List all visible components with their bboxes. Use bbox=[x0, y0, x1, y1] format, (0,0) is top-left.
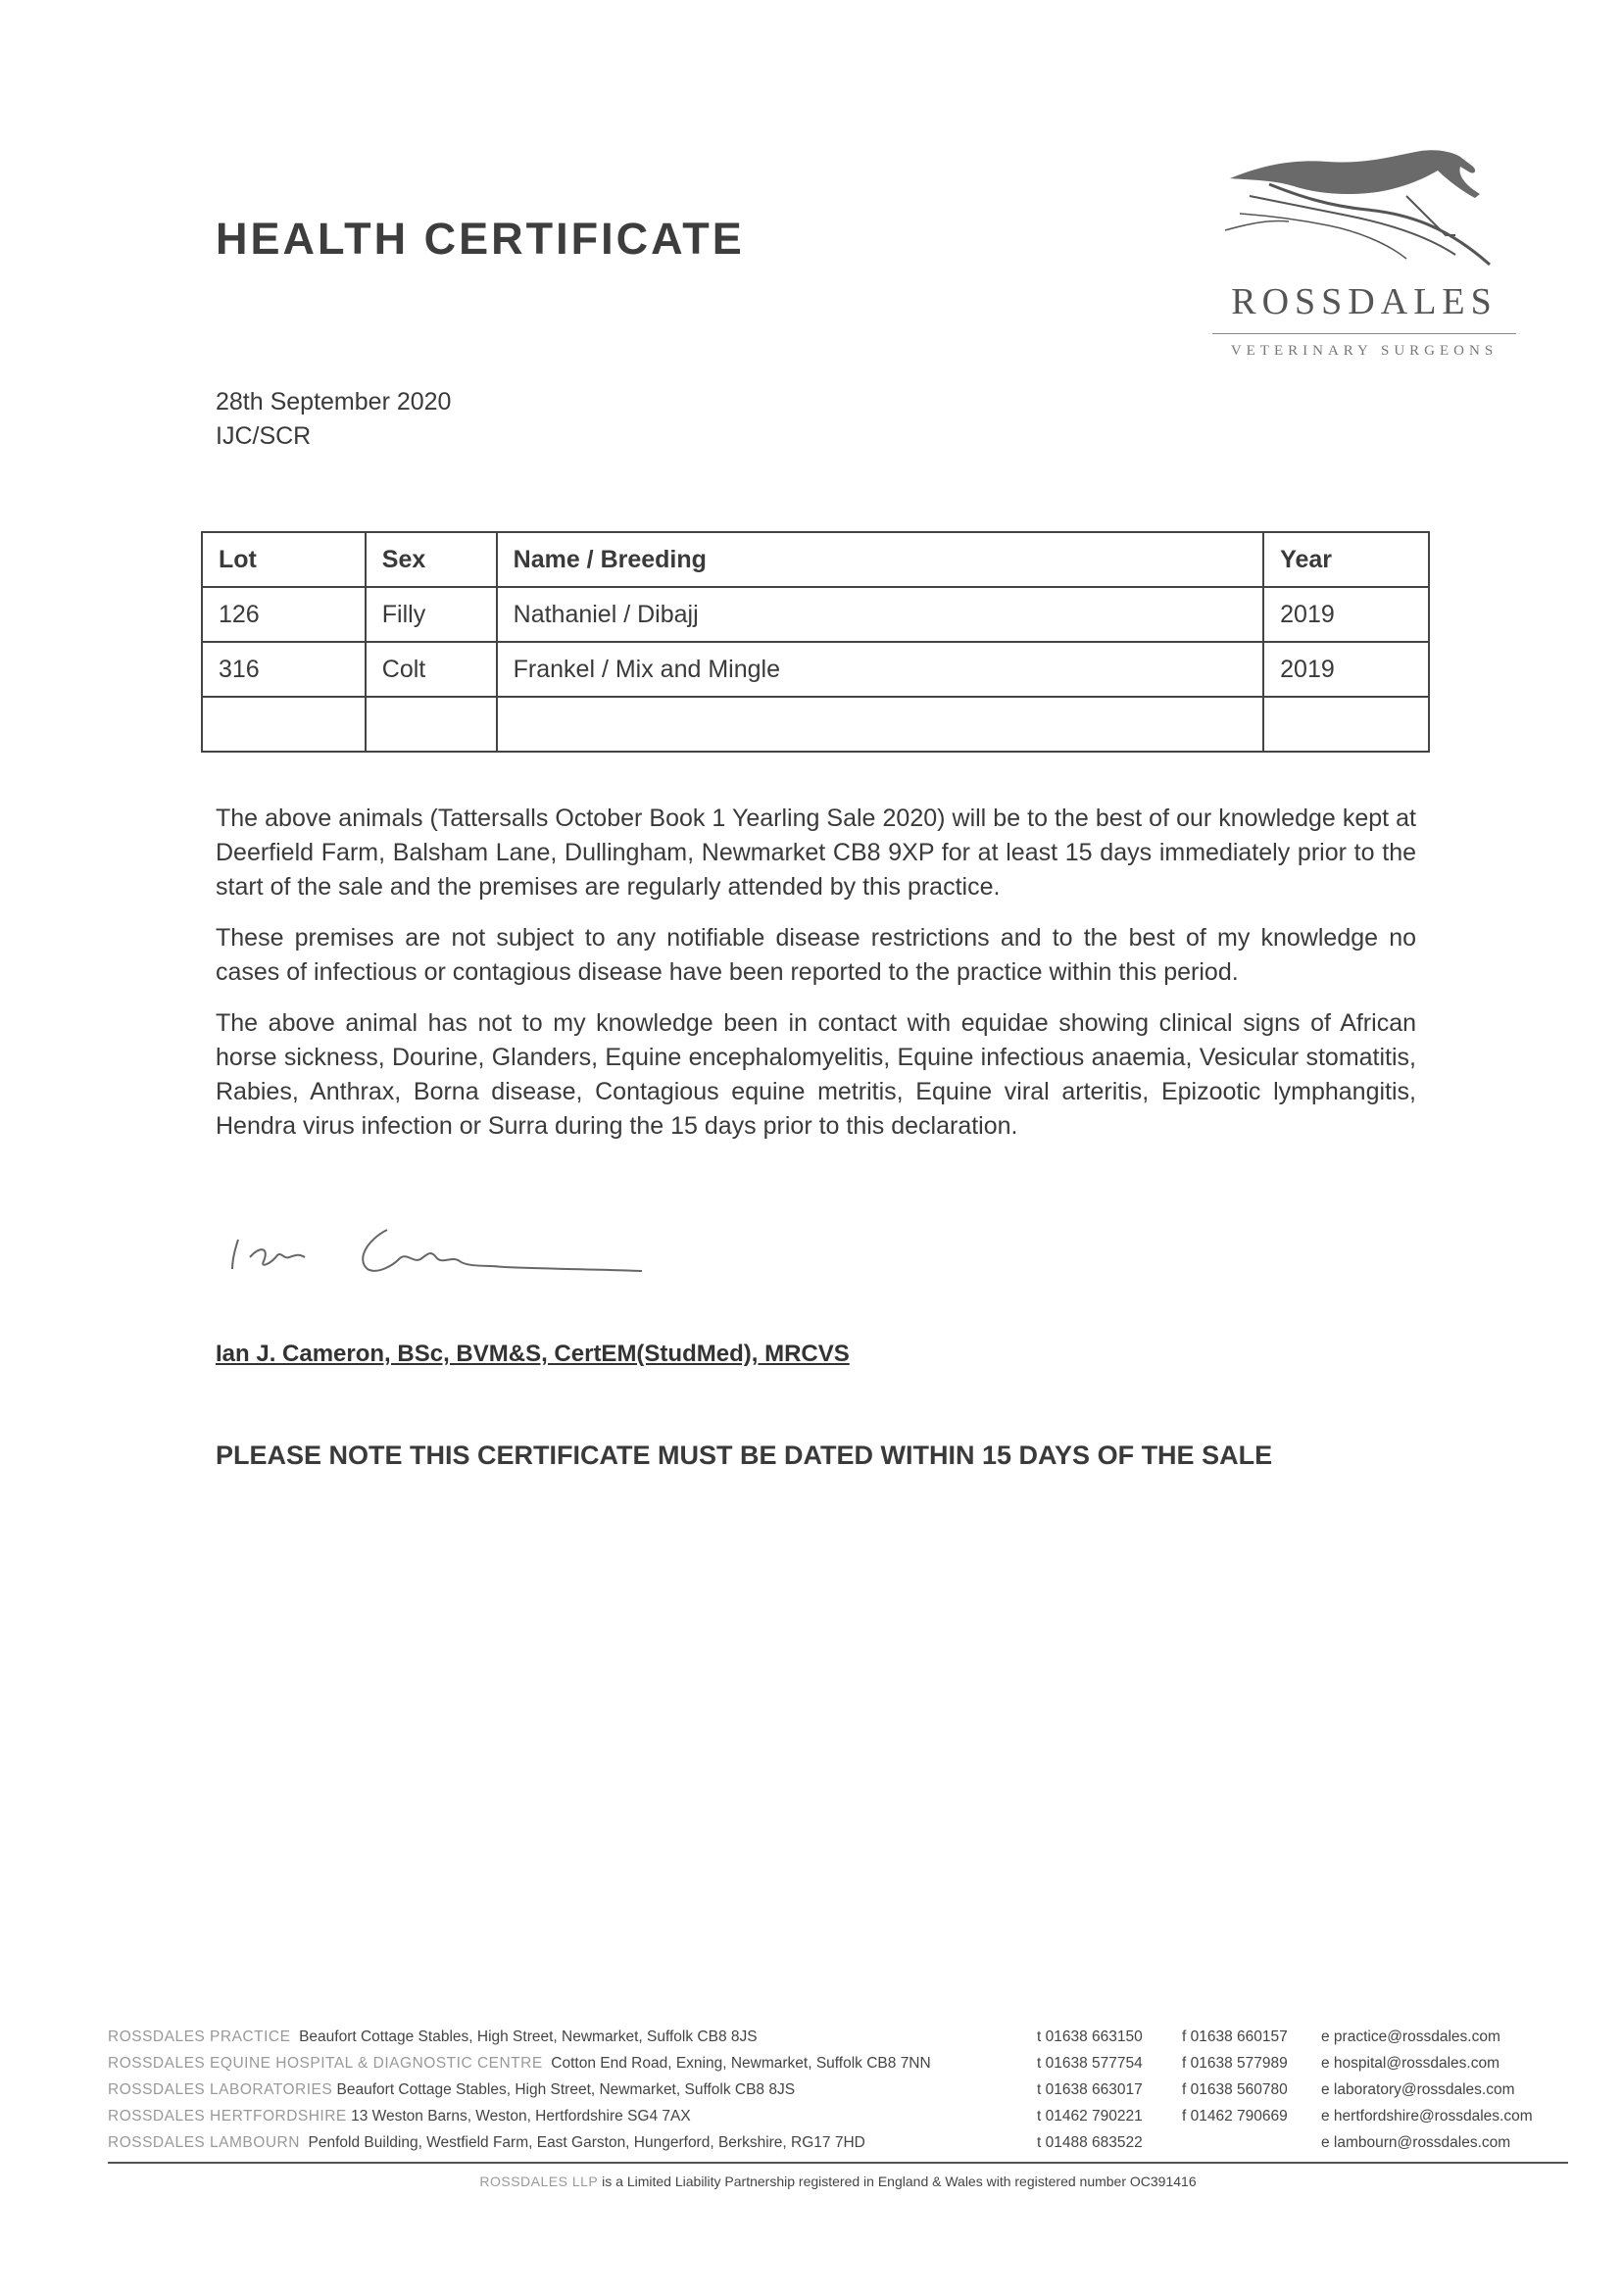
footer-telephone: t 01488 683522 bbox=[1037, 2134, 1143, 2151]
table-row bbox=[202, 642, 1429, 697]
header-sex: Sex bbox=[366, 532, 497, 587]
footer-entity-name: ROSSDALES LAMBOURN bbox=[108, 2134, 300, 2151]
footer-row bbox=[108, 2081, 1568, 2108]
footer-row bbox=[108, 2108, 1568, 2134]
cell-lot: 316 bbox=[202, 642, 366, 697]
cell-name-breeding bbox=[497, 697, 1264, 752]
legal-registration-text: is a Limited Liability Partnership registered in England & Wales with registered number OC391416 bbox=[602, 2174, 1197, 2189]
footer-entity-name: ROSSDALES PRACTICE bbox=[108, 2028, 291, 2045]
header-name-breeding: Name / Breeding bbox=[497, 532, 1264, 587]
table-header-row bbox=[202, 532, 1429, 587]
cell-name-breeding: Nathaniel / Dibajj bbox=[497, 587, 1264, 642]
brand-name: ROSSDALES bbox=[1231, 281, 1498, 322]
certificate-body bbox=[216, 802, 1416, 1160]
table-row bbox=[202, 697, 1429, 752]
footer-address: Beaufort Cottage Stables, High Street, Newmarket, Suffolk CB8 8JS bbox=[299, 2028, 758, 2045]
cell-sex: Colt bbox=[366, 642, 497, 697]
document-date: 28th September 2020 bbox=[216, 388, 452, 415]
footer-fax: f 01638 560780 bbox=[1182, 2081, 1288, 2098]
footer-address: Penfold Building, Westfield Farm, East Garston, Hungerford, Berkshire, RG17 7HD bbox=[308, 2134, 865, 2151]
footer-email: e hospital@rossdales.com bbox=[1321, 2055, 1500, 2072]
table-row bbox=[202, 587, 1429, 642]
footer-email: e laboratory@rossdales.com bbox=[1321, 2081, 1515, 2098]
footer-telephone: t 01638 663017 bbox=[1037, 2081, 1143, 2098]
cell-sex bbox=[366, 697, 497, 752]
document-reference: IJC/SCR bbox=[216, 422, 312, 450]
footer-legal bbox=[108, 2174, 1568, 2189]
header-year: Year bbox=[1263, 532, 1429, 587]
signer-name: Ian J. Cameron, BSc, BVM&S, CertEM(StudMed), MRCVS bbox=[216, 1341, 850, 1367]
cell-name-breeding: Frankel / Mix and Mingle bbox=[497, 642, 1264, 697]
footer-entity-name: ROSSDALES EQUINE HOSPITAL & DIAGNOSTIC CENTRE bbox=[108, 2055, 543, 2072]
legal-entity-name: ROSSDALES LLP bbox=[479, 2174, 599, 2189]
animals-table bbox=[201, 531, 1430, 753]
footer-email: e lambourn@rossdales.com bbox=[1321, 2134, 1511, 2151]
cell-sex: Filly bbox=[366, 587, 497, 642]
page-title: HEALTH CERTIFICATE bbox=[216, 214, 745, 264]
footer-telephone: t 01462 790221 bbox=[1037, 2108, 1143, 2125]
footer-address: 13 Weston Barns, Weston, Hertfordshire SG4 7AX bbox=[351, 2108, 691, 2125]
footer-email: e practice@rossdales.com bbox=[1321, 2028, 1500, 2045]
cell-year: 2019 bbox=[1263, 642, 1429, 697]
header-lot: Lot bbox=[202, 532, 366, 587]
paragraph-restrictions: These premises are not subject to any notifiable disease restrictions and to the best of my knowledge no cases of infectious or contagious disease have been reported to the practice within this period. bbox=[216, 924, 1416, 986]
footer-row bbox=[108, 2055, 1568, 2081]
footer-row bbox=[108, 2134, 1568, 2161]
paragraph-premises: The above animals (Tattersalls October Book 1 Yearling Sale 2020) will be to the best of our knowledge kept at Deerfield Farm, Balsham Lane, Dullingham, Newmarket CB8 9XP for at least 15 days immediately prior to the start of the sale and the premises are regularly attended by this practice. bbox=[216, 805, 1416, 901]
footer-row bbox=[108, 2028, 1568, 2055]
footer-address: Beaufort Cottage Stables, High Street, Newmarket, Suffolk CB8 8JS bbox=[336, 2081, 796, 2098]
dating-notice: PLEASE NOTE THIS CERTIFICATE MUST BE DATED WITHIN 15 DAYS OF THE SALE bbox=[216, 1441, 1273, 1470]
footer-entity-name: ROSSDALES LABORATORIES bbox=[108, 2081, 333, 2098]
footer-divider bbox=[108, 2162, 1568, 2164]
rossdales-logo bbox=[1191, 137, 1514, 372]
footer-email: e hertfordshire@rossdales.com bbox=[1321, 2108, 1533, 2125]
footer-fax: f 01638 660157 bbox=[1182, 2028, 1288, 2045]
horse-logo-icon bbox=[1210, 137, 1504, 274]
cell-year bbox=[1263, 697, 1429, 752]
paragraph-diseases: The above animal has not to my knowledge been in contact with equidae showing clinical signs of African horse sickness, Dourine, Glanders, Equine encephalomyelitis, Equine infectious anaemia, Vesicular stomatitis, Rabies, Anthrax, Borna disease, Contagious equine metritis, Equine viral arteritis, Epizootic lymphangitis, Hendra virus infection or Surra during the 15 days prior to this declaration. bbox=[216, 1009, 1416, 1140]
brand-tagline: VETERINARY SURGEONS bbox=[1230, 343, 1499, 359]
footer-contacts bbox=[108, 2028, 1568, 2161]
footer-telephone: t 01638 577754 bbox=[1037, 2055, 1143, 2072]
cell-lot: 126 bbox=[202, 587, 366, 642]
footer-entity-name: ROSSDALES HERTFORDSHIRE bbox=[108, 2108, 347, 2125]
brand-divider bbox=[1212, 333, 1516, 334]
cell-year: 2019 bbox=[1263, 587, 1429, 642]
footer-fax: f 01462 790669 bbox=[1182, 2108, 1288, 2125]
footer-telephone: t 01638 663150 bbox=[1037, 2028, 1143, 2045]
footer-fax: f 01638 577989 bbox=[1182, 2055, 1288, 2072]
document-meta bbox=[216, 385, 451, 454]
cell-lot bbox=[202, 697, 366, 752]
handwritten-signature bbox=[221, 1200, 652, 1294]
footer-address: Cotton End Road, Exning, Newmarket, Suffolk CB8 7NN bbox=[551, 2055, 931, 2072]
